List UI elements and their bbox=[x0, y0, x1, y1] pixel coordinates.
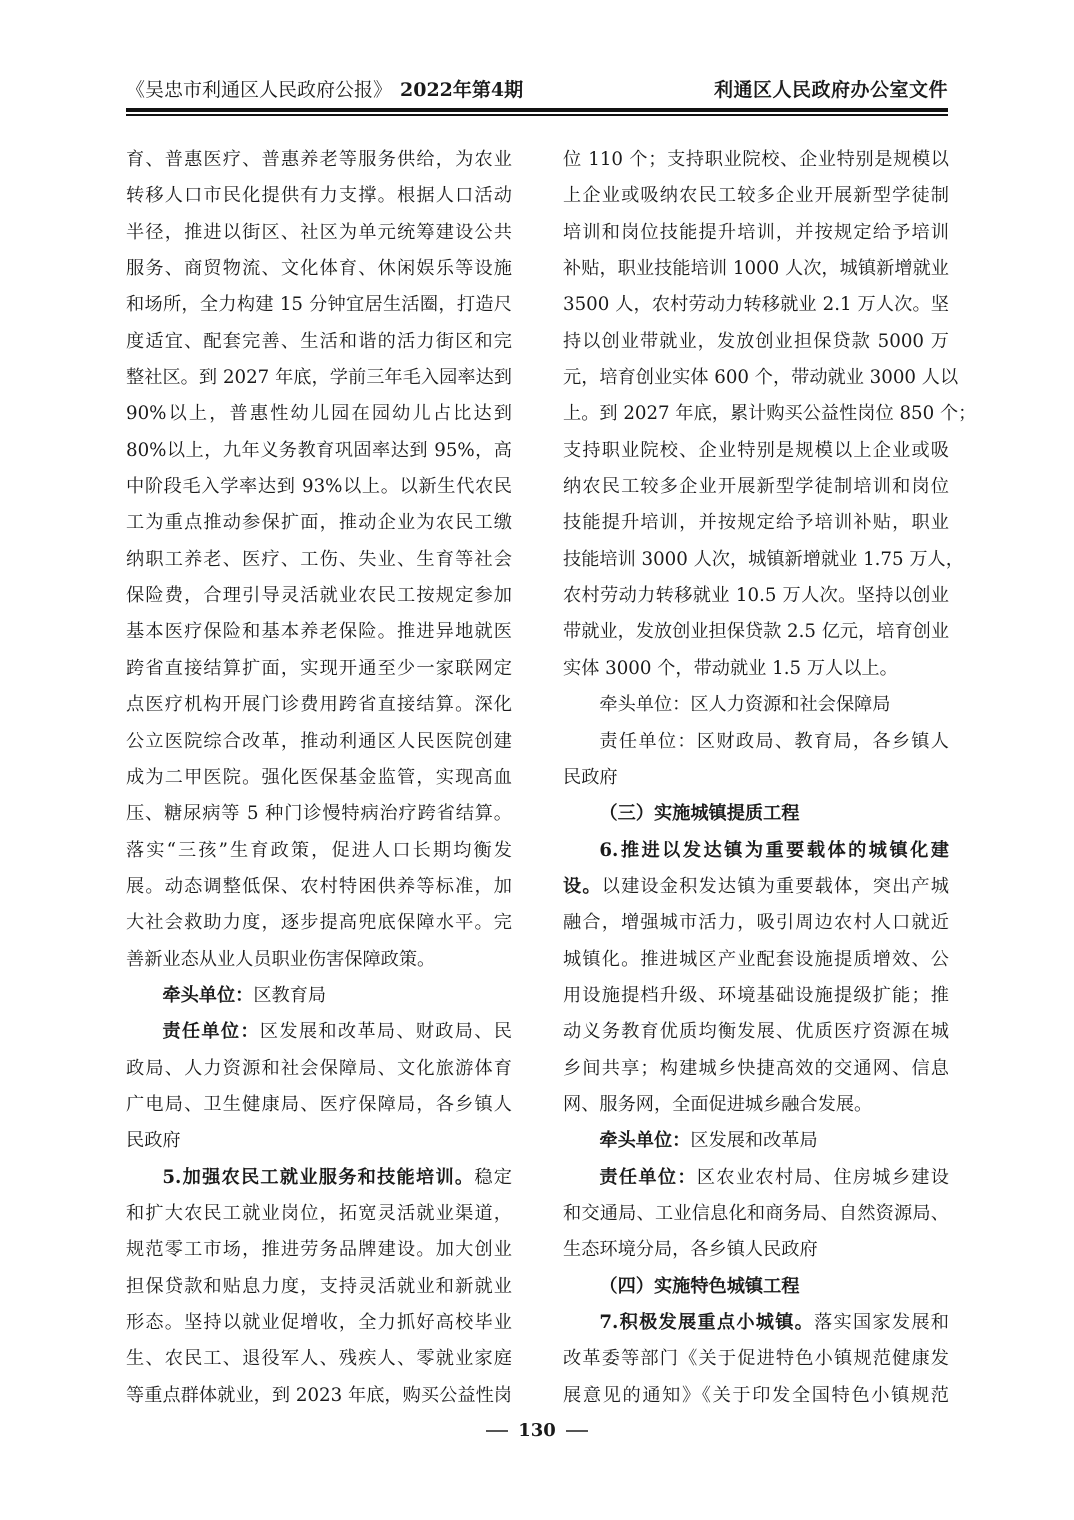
text-line: 度适宜、配套完善、生活和谐的活力街区和完 bbox=[126, 330, 512, 352]
item-7-title: 7.积极发展重点小城镇。 bbox=[599, 1312, 815, 1333]
left-column bbox=[126, 142, 512, 1414]
text-line: 育、普惠医疗、普惠养老等服务供给，为农业 bbox=[126, 149, 512, 170]
responsible-unit-text: 区发展和改革局、财政局、民 bbox=[259, 1021, 512, 1043]
responsible-unit-text-2: 区农业农村局、住房城乡建设 bbox=[696, 1166, 949, 1188]
section-heading-3: （三）实施城镇提质工程 bbox=[599, 803, 800, 825]
text-line: 等重点群体就业，到 2023 年底，购买公益性岗 bbox=[126, 1384, 512, 1406]
text-line: 民政府 bbox=[126, 1130, 181, 1152]
text-line: 和扩大农民工就业岗位，拓宽灵活就业渠道， bbox=[126, 1202, 512, 1224]
text-line: 生态环境分局，各乡镇人民政府 bbox=[563, 1239, 818, 1261]
running-header-left bbox=[126, 76, 523, 104]
header-rule-thin bbox=[126, 114, 948, 116]
running-header-right: 利通区人民政府办公室文件 bbox=[713, 79, 948, 101]
item-6-text: 以建设金积发达镇为重要载体，突出产城 bbox=[601, 875, 949, 897]
header-rule-thick bbox=[126, 108, 948, 112]
section-heading-4: （四）实施特色城镇工程 bbox=[599, 1275, 800, 1297]
text-line: 落实“三孩”生育政策，促进人口长期均衡发 bbox=[126, 839, 512, 861]
text-line: 3500 人，农村劳动力转移就业 2.1 万人次。坚 bbox=[563, 294, 949, 316]
responsible-unit-block bbox=[126, 1014, 512, 1159]
paragraph-employment-targets bbox=[563, 142, 977, 687]
text-line: 工为重点推动参保扩面，推动企业为农民工缴 bbox=[126, 512, 512, 534]
text-line: 90%以上，普惠性幼儿园在园幼儿占比达到 bbox=[126, 403, 512, 425]
text-line: 成为二甲医院。强化医保基金监管，实现高血 bbox=[126, 766, 512, 788]
text-line: 和交通局、工业信息化和商务局、自然资源局、 bbox=[563, 1202, 949, 1224]
text-line: 纳职工养老、医疗、工伤、失业、生育等社会 bbox=[126, 548, 512, 570]
paragraph-public-services bbox=[126, 142, 512, 978]
issue-number: 2022年第4期 bbox=[400, 79, 524, 101]
text-line: 规范零工市场，推进劳务品牌建设。加大创业 bbox=[126, 1239, 512, 1261]
text-line: 实体 3000 个，带动就业 1.5 万人以上。 bbox=[563, 657, 898, 679]
responsible-unit-label-2: 责任单位： bbox=[599, 1166, 697, 1188]
text-line: 元，培育创业实体 600 个，带动就业 3000 人以 bbox=[563, 367, 959, 389]
text-line: 补贴，职业技能培训 1000 人次，城镇新增就业 bbox=[563, 258, 949, 280]
text-line: 用设施提档升级、环境基础设施提级扩能；推 bbox=[563, 984, 949, 1006]
text-line: 善新业态从业人员职业伤害保障政策。 bbox=[126, 948, 436, 970]
lead-unit-value-2: 区发展和改革局 bbox=[690, 1130, 818, 1152]
text-line: 动义务教育优质均衡发展、优质医疗资源在城 bbox=[563, 1021, 949, 1043]
responsible-unit-line-2 bbox=[563, 1160, 949, 1196]
text-line: 担保贷款和贴息力度，支持灵活就业和新就业 bbox=[126, 1275, 512, 1297]
item-5 bbox=[126, 1160, 512, 1414]
footer-dash-right bbox=[566, 1430, 588, 1432]
text-line: 形态。坚持以就业促增收，全力抓好高校毕业 bbox=[126, 1312, 512, 1333]
responsible-unit-line bbox=[126, 1014, 512, 1050]
item-6-title-end: 设。 bbox=[563, 875, 602, 897]
lead-unit-line bbox=[126, 978, 512, 1014]
item-6-heading-line-2 bbox=[563, 869, 949, 905]
journal-title: 《吴忠市利通区人民政府公报》 bbox=[126, 79, 393, 101]
text-line: 农村劳动力转移就业 10.5 万人次。坚持以创业 bbox=[563, 585, 949, 607]
item-5-heading-line bbox=[126, 1160, 512, 1196]
text-line: 支持职业院校、企业特别是规模以上企业或吸 bbox=[563, 439, 949, 461]
lead-unit-value: 区教育局 bbox=[253, 984, 327, 1006]
text-line: 转移人口市民化提供有力支撑。根据人口活动 bbox=[126, 185, 512, 207]
lead-unit-line-1: 牵头单位：区人力资源和社会保障局 bbox=[599, 694, 891, 716]
text-line: 改革委等部门《关于促进特色小镇规范健康发 bbox=[563, 1348, 949, 1370]
responsible-unit-continuation-2 bbox=[563, 1196, 949, 1269]
lead-unit-label-2: 牵头单位： bbox=[599, 1130, 691, 1152]
text-line: 80%以上，九年义务教育巩固率达到 95%，高 bbox=[126, 439, 512, 461]
responsible-unit-label: 责任单位： bbox=[162, 1021, 260, 1043]
item-7-body bbox=[563, 1341, 949, 1414]
item-5-body bbox=[126, 1196, 512, 1414]
text-line: 公立医院综合改革，推动利通区人民医院创建 bbox=[126, 730, 512, 752]
text-line: 技能提升培训，并按规定给予培训补贴，职业 bbox=[563, 512, 949, 534]
responsible-unit-line-1-cont: 民政府 bbox=[563, 766, 618, 788]
text-line: 纳农民工较多企业开展新型学徒制培训和岗位 bbox=[563, 476, 949, 498]
item-7-heading-line bbox=[563, 1305, 949, 1341]
text-line: 压、糖尿病等 5 种门诊慢特病治疗跨省结算。 bbox=[126, 803, 512, 825]
text-line: 整社区。到 2027 年底，学前三年毛入园率达到 bbox=[126, 367, 512, 389]
lead-unit-label: 牵头单位： bbox=[162, 984, 254, 1006]
text-line: 乡间共享；构建城乡快捷高效的交通网、信息 bbox=[563, 1057, 949, 1079]
text-line: 服务、商贸物流、文化体育、休闲娱乐等设施 bbox=[126, 258, 512, 280]
text-line: 培训和岗位技能提升培训，并按规定给予培训 bbox=[563, 221, 949, 243]
item-5-title: 5.加强农民工就业服务和技能培训。 bbox=[162, 1166, 475, 1188]
text-line: 跨省直接结算扩面，实现开通至少一家联网定 bbox=[126, 657, 512, 679]
text-line: 半径，推进以街区、社区为单元统筹建设公共 bbox=[126, 221, 512, 243]
right-column bbox=[563, 142, 977, 1414]
text-line: 上企业或吸纳农民工较多企业开展新型学徒制 bbox=[563, 185, 949, 207]
item-6-body bbox=[563, 905, 949, 1123]
text-line: 位 110 个；支持职业院校、企业特别是规模以 bbox=[563, 149, 949, 170]
item-7-text: 落实国家发展和 bbox=[814, 1312, 949, 1333]
page-footer bbox=[0, 1420, 1074, 1441]
text-line: 城镇化。推进城区产业配套设施提质增效、公 bbox=[563, 948, 949, 970]
responsible-unit-continuation bbox=[126, 1051, 512, 1160]
text-line: 展。动态调整低保、农村特困供养等标准，加 bbox=[126, 875, 512, 897]
text-line: 融合，增强城市活力，吸引周边农村人口就近 bbox=[563, 912, 949, 934]
text-line: 点医疗机构开展门诊费用跨省直接结算。深化 bbox=[126, 694, 512, 716]
page-number: 130 bbox=[518, 1420, 556, 1441]
text-line: 政局、人力资源和社会保障局、文化旅游体育 bbox=[126, 1057, 512, 1079]
text-line: 中阶段毛入学率达到 93%以上。以新生代农民 bbox=[126, 476, 512, 498]
item-6-title: 6.推进以发达镇为重要载体的城镇化建 bbox=[599, 839, 949, 861]
text-line: 和场所，全力构建 15 分钟宜居生活圈，打造尺 bbox=[126, 294, 512, 316]
text-line: 大社会救助力度，逐步提高兜底保障水平。完 bbox=[126, 912, 512, 934]
responsible-unit-line-1: 责任单位：区财政局、教育局，各乡镇人 bbox=[599, 730, 949, 752]
text-line: 上。到 2027 年底，累计购买公益性岗位 850 个； bbox=[563, 403, 977, 425]
text-line: 网、服务网，全面促进城乡融合发展。 bbox=[563, 1093, 873, 1115]
text-line: 持以创业带就业，发放创业担保贷款 5000 万 bbox=[563, 330, 949, 352]
text-line: 技能培训 3000 人次，城镇新增就业 1.75 万人， bbox=[563, 548, 964, 570]
text-line: 带就业，发放创业担保贷款 2.5 亿元，培育创业 bbox=[563, 621, 950, 643]
text-line: 生、农民工、退役军人、残疾人、零就业家庭 bbox=[126, 1348, 512, 1370]
text-line: 广电局、卫生健康局、医疗保障局，各乡镇人 bbox=[126, 1093, 512, 1115]
item-5-text: 稳定 bbox=[474, 1166, 512, 1188]
lead-unit-line-2 bbox=[563, 1123, 949, 1159]
text-line: 展意见的通知》《关于印发全国特色小镇规范 bbox=[563, 1384, 949, 1406]
text-line: 基本医疗保险和基本养老保险。推进异地就医 bbox=[126, 621, 512, 643]
text-line: 保险费，合理引导灵活就业农民工按规定参加 bbox=[126, 585, 512, 607]
footer-dash-left bbox=[486, 1430, 508, 1432]
